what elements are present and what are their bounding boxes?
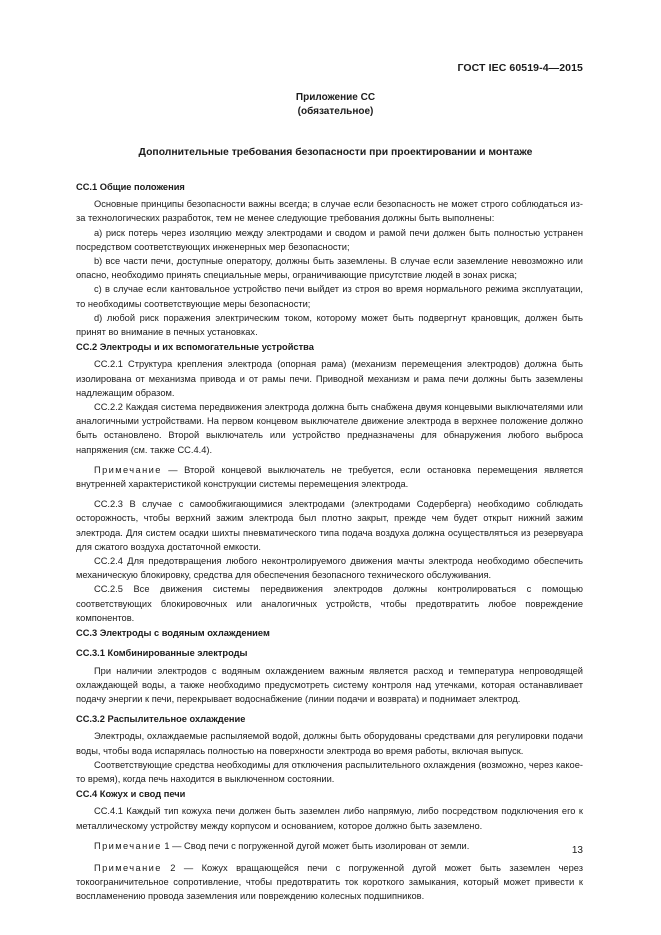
annex-main-title: Дополнительные требования безопасности при проектировании и монтаже [138,147,533,158]
subsection-heading-cc3-2: СС.3.2 Распылительное охлаждение [76,714,246,725]
paragraph-cc2-4: СС.2.4 Для предотвращения любого неконтролируемого движения мачты электрода необходимо обеспечить механическую блокировку, средства для обеспечения безопасного технического обслуживания. [76,556,583,581]
paragraph-cc3-2a: Электроды, охлаждаемые распыляемой водой, должны быть оборудованы средствами для регулировки подачи воды, чтобы вода испарялась полностью на поверхности электрода во время работы, включая выпуск. [76,731,583,756]
paragraph-cc3-2b: Соответствующие средства необходимы для отключения распылительного охлаждения (возможно, через какое-то время), когда печь находится в выключенном состоянии. [76,759,583,784]
section-heading-cc3: СС.3 Электроды с водяным охлаждением [76,628,270,639]
note-cc4-2 [76,861,583,904]
list-item-b: b) все части печи, доступные оператору, должны быть заземлены. В случае если заземление невозможно или опасно, необходимо принять специальные меры, ограничивающие присутствие людей в зонах риска; [76,256,583,281]
section-heading-cc4: СС.4 Кожух и свод печи [76,789,186,800]
document-code: ГОСТ IEC 60519-4—2015 [457,62,583,74]
paragraph-cc2-3: СС.2.3 В случае с самообжигающимися электродами (электродами Содерберга) необходимо соблюдать осторожность, чтобы верхний зажим электрода был плотно закрыт, прежде чем будет открыт нижний зажим электрода. Для систем осадки шихты пневматического типа подача воздуха должна осуществляться из резервуара для сжатого воздуха достаточной емкости. [76,499,583,552]
note-label: Примечание [94,464,162,475]
paragraph: Основные принципы безопасности важны всегда; в случае если безопасность не может строго соблюдаться из-за технологических разработок, тем не менее следующие требования должны быть выполнены: [76,199,583,224]
note-label: Примечание [94,840,162,851]
section-heading-cc2: СС.2 Электроды и их вспомогательные устройства [76,342,314,353]
paragraph-cc2-5: СС.2.5 Все движения системы передвижения электродов должны контролироваться с помощью соответствующих блокировочных или аналогичных устройств, чтобы предотвратить любое повреждение компонентов. [76,584,583,623]
note-text: 2 — Кожух вращающейся печи с погруженной дугой может быть заземлен через токоограничительное сопротивление, чтобы предотвратить ток короткого замыкания, который может привести к воспламенению провода заземления или повреждению колесных подшипников. [76,862,583,902]
paragraph-cc3-1: При наличии электродов с водяным охлаждением важным является расход и температура непроводящей охлаждающей воды, а также необходимо предусмотреть систему контроля над утечками, которая останавливает подачу энергии к печи, перекрывает водоснабжение (линии подачи и возврата) и поднимает электрод. [76,665,583,704]
annex-heading [0,91,661,119]
list-item-c: c) в случае если кантовальное устройство печи выйдет из строя во время нормального режима эксплуатации, то необходимы соответствующие меры безопасности; [76,284,583,309]
subsection-heading-cc3-1: СС.3.1 Комбинированные электроды [76,648,248,659]
note-text: 1 — Свод печи с погруженной дугой может быть изолирован от земли. [161,840,470,851]
paragraph-cc4-1: СС.4.1 Каждый тип кожуха печи должен быть заземлен либо напрямую, либо посредством подключения его к металлическому устройству между корпусом и основанием, которое должно быть заземлено. [76,806,583,831]
section-heading-cc1: СС.1 Общие положения [76,182,185,192]
paragraph-cc2-2: СС.2.2 Каждая система передвижения электрода должна быть снабжена двумя концевыми выключателями или аналогичными устройствами. На первом концевом выключателе движение электрода в верхнее положение должно быть остановлено. Второй выключатель или устройство предназначены для обнаружения любого выброса напряжения (см. также СС.4.4). [76,402,583,455]
list-item-d: d) любой риск поражения электрическим током, которому может быть подвергнут крановщик, должен быть принят во внимание в печных установках. [76,312,583,338]
page-number: 13 [571,845,583,856]
note-label: Примечание [94,862,162,873]
annex-status: (обязательное) [297,106,374,117]
note-cc4-1 [76,839,583,853]
note-cc2 [76,463,583,491]
note-text: — Второй концевой выключатель не требуется, если остановка перемещения является внутренней характеристикой конструкции системы перемещения электрода. [76,464,583,490]
document-body [76,179,583,904]
list-item-a: a) риск потерь через изоляцию между электродами и сводом и рамой печи должен быть полностью устранен посредством соответствующих инженерных мер безопасности; [76,227,583,252]
annex-title: Приложение СС [295,92,376,103]
paragraph-cc2-1: СС.2.1 Структура крепления электрода (опорная рама) (механизм перемещения электродов) должна быть изолирована от механизма привода и от рамы печи. Приводной механизм и рама печи должны быть заземлены надлежащим образом. [76,359,583,398]
